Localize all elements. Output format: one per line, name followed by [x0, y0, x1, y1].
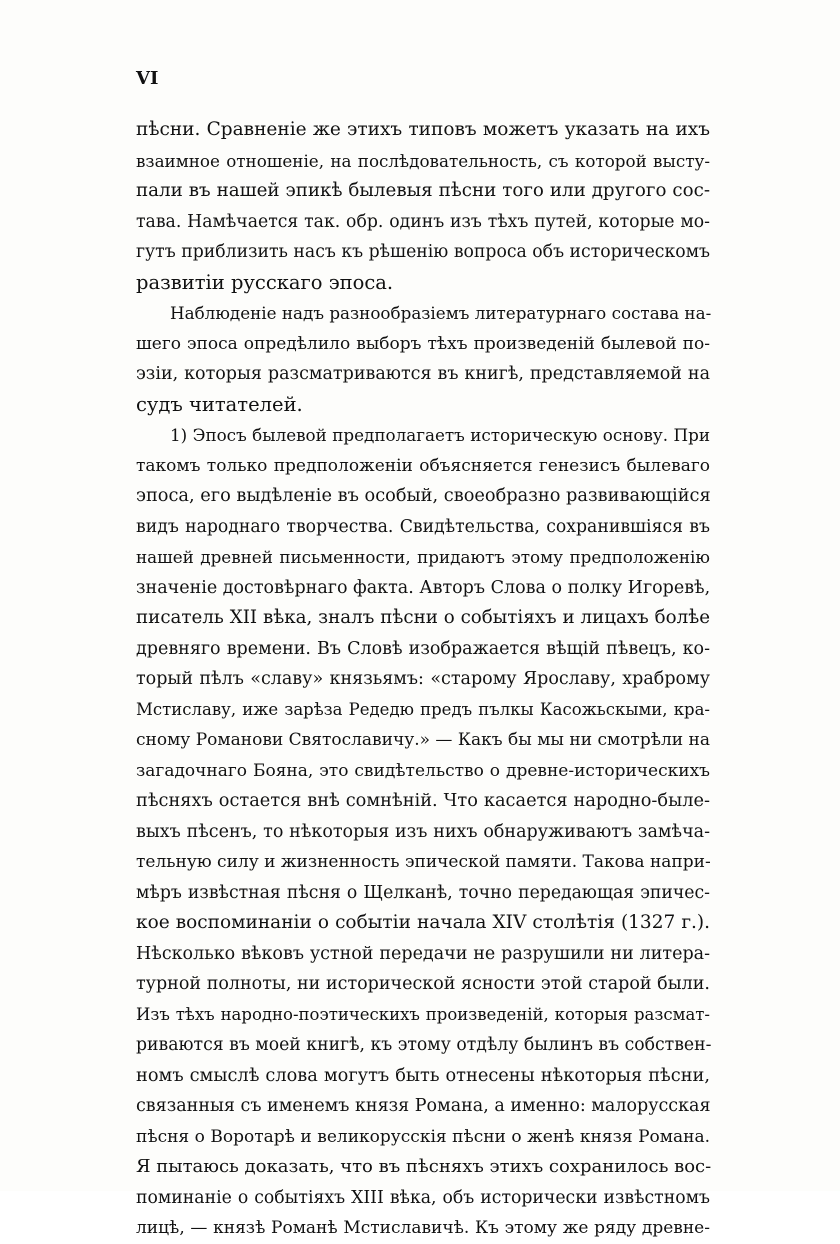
text-line: взаимное отношеніе, на послѣдовательность, съ которой высту- [136, 150, 710, 171]
page-number: VI [136, 68, 159, 89]
text-line: связанныя съ именемъ князя Романа, а именно: малорусская [136, 1096, 711, 1116]
text-line: риваются въ моей книгѣ, къ этому отдѣлу былинъ въ собствен- [136, 1035, 712, 1055]
text-line: Мстиславу, иже зарѣза Редедю предъ пълкы Касожьскыми, кра- [136, 699, 710, 719]
text-line: сному Романови Святославичу.» — Какъ бы мы ни смотрѣли на [136, 730, 710, 750]
text-line: мѣръ извѣстная пѣсня о Щелканѣ, точно передающая эпичес- [136, 882, 710, 903]
text-line: такомъ только предположеніи объясняется генезисъ былеваго [136, 455, 710, 476]
text-line: поминаніе о событіяхъ XIII вѣка, объ исторически извѣстномъ [136, 1187, 710, 1208]
text-line: писатель XII вѣка, зналъ пѣсни о событіяхъ и лицахъ болѣе [136, 607, 710, 628]
text-line: гутъ приблизить насъ къ рѣшенію вопроса объ историческомъ [136, 242, 710, 262]
text-line: пѣсня о Воротарѣ и великорусскія пѣсни о женѣ князя Романа. [136, 1126, 710, 1147]
text-line: пѣсняхъ остается внѣ сомнѣній. Что касается народно-быле- [136, 791, 710, 811]
text-line: развитіи русскаго эпоса. [136, 270, 394, 294]
text-line: кое воспоминаніи о событіи начала XIV столѣтія (1327 г.). [136, 912, 710, 933]
text-line: нашей древней письменности, придаютъ этому предположенію [136, 547, 710, 567]
text-line: лицѣ, — князѣ Романѣ Мстиславичѣ. Къ этому же ряду древне- [136, 1218, 710, 1238]
text-line: тава. Намѣчается так. обр. одинъ изъ тѣхъ путей, которые мо- [136, 211, 710, 232]
text-line: Наблюденіе надъ разнообразіемъ литературнаго состава на- [170, 303, 712, 323]
text-line: шего эпоса опредѣлило выборъ тѣхъ произведеній былевой по- [136, 333, 710, 354]
text-line: пѣсни. Сравненіе же этихъ типовъ можетъ указать на ихъ [136, 119, 710, 140]
text-line: древняго времени. Въ Словѣ изображается вѣщій пѣвецъ, ко- [136, 638, 710, 659]
text-line: 1) Эпосъ былевой предполагаетъ историческую основу. При [170, 425, 710, 445]
text-line: Изъ тѣхъ народно-поэтическихъ произведеній, которыя разсмат- [136, 1004, 710, 1024]
text-line: видъ народнаго творчества. Свидѣтельства, сохранившіяся въ [136, 516, 710, 537]
text-line: эпоса, его выдѣленіе въ особый, своеобразно развивающійся [136, 486, 711, 506]
text-line: эзіи, которыя разсматриваются въ книгѣ, представляемой на [136, 364, 710, 384]
text-line: тельную силу и жизненность эпической памяти. Такова напри- [136, 852, 711, 872]
text-line: загадочнаго Бояна, это свидѣтельство о древне-историческихъ [136, 760, 710, 781]
text-line: пали въ нашей эпикѣ былевыя пѣсни того или другого сос- [136, 180, 710, 201]
text-line: выхъ пѣсенъ, то нѣкоторыя изъ нихъ обнаруживаютъ замѣча- [136, 821, 710, 842]
text-line: турной полноты, ни исторической ясности этой старой были. [136, 974, 710, 994]
text-line: номъ смыслѣ слова могутъ быть отнесены нѣкоторыя пѣсни, [136, 1065, 710, 1086]
body-text [136, 115, 710, 1244]
text-line: значеніе достовѣрнаго факта. Авторъ Слова о полку Игоревѣ, [136, 577, 711, 598]
text-line: торый пѣлъ «славу» князьямъ: «старому Ярославу, храброму [136, 669, 710, 689]
text-line: Нѣсколько вѣковъ устной передачи не разрушили ни литера- [136, 943, 710, 964]
text-line: судъ читателей. [136, 392, 303, 416]
text-line: Я пытаюсь доказать, что въ пѣсняхъ этихъ сохранилось вос- [136, 1156, 712, 1177]
